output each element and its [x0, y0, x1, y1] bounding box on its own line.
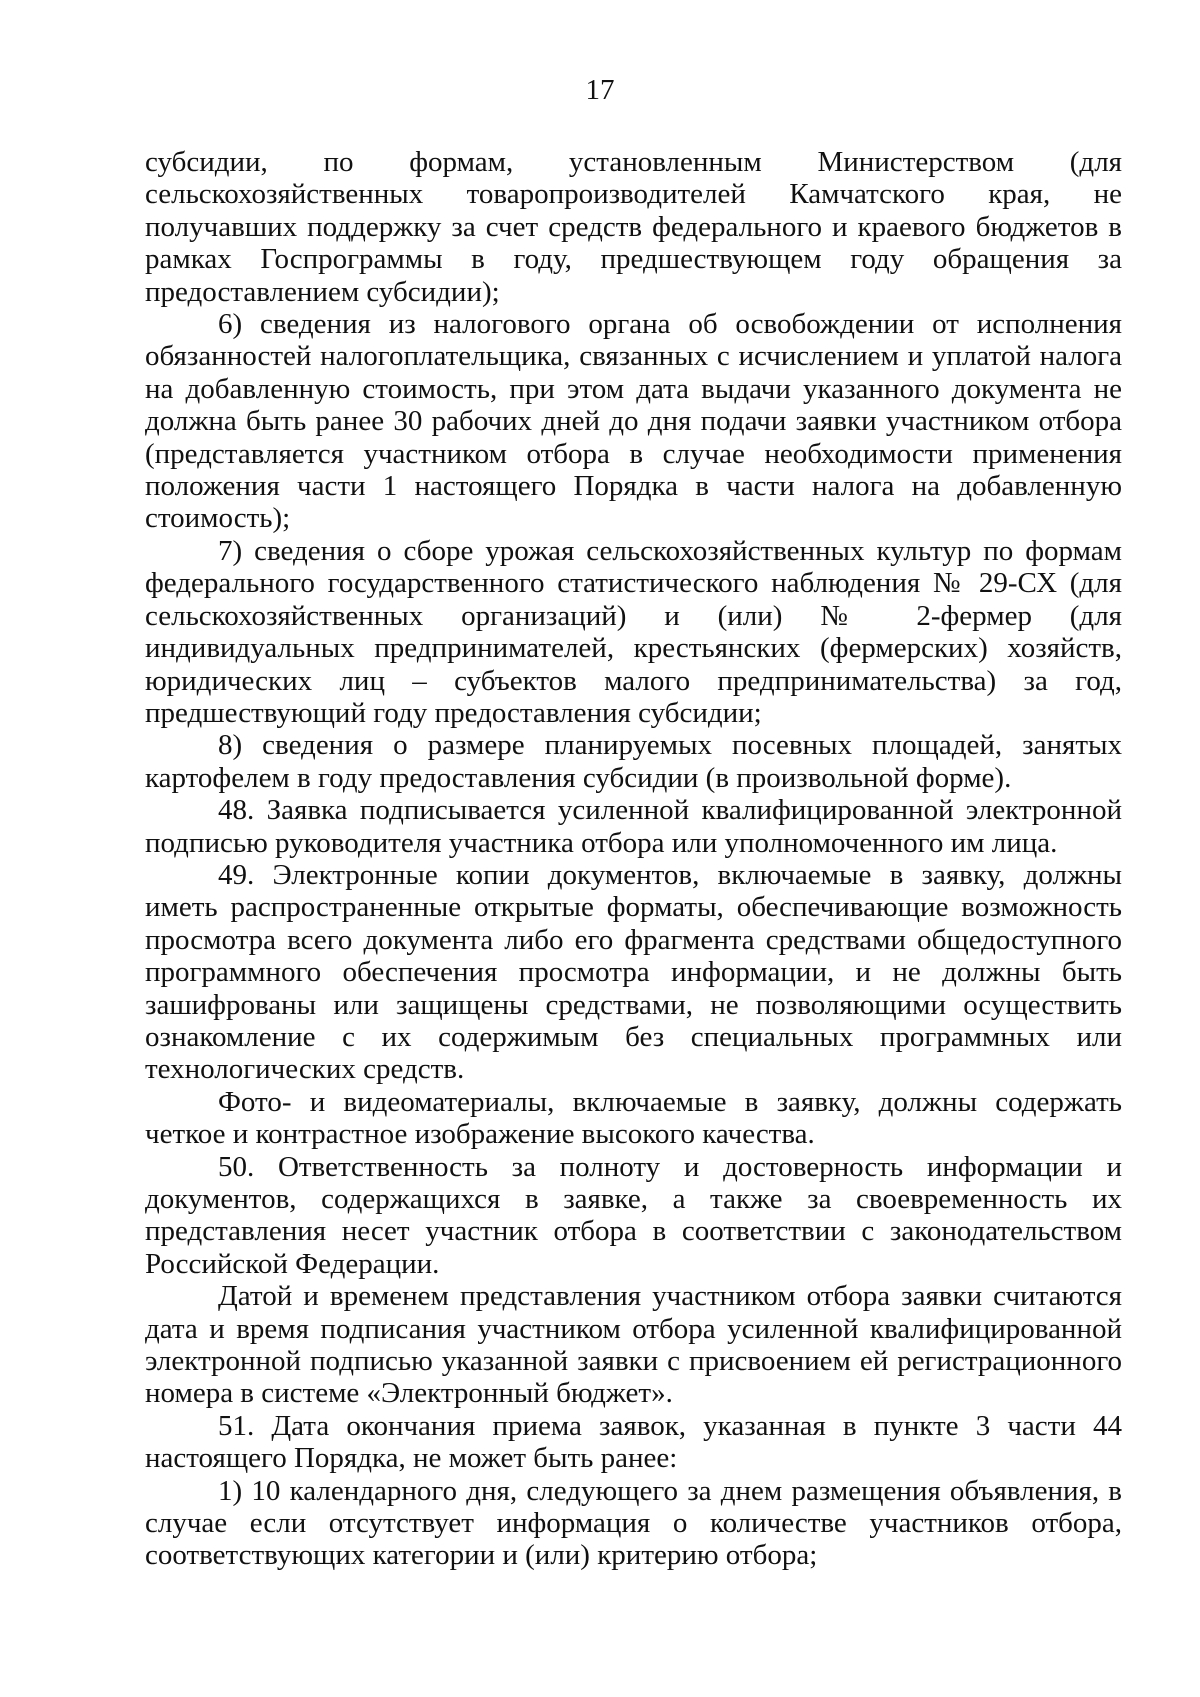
paragraph-continuation: субсидии, по формам, установленным Министерством (для сельскохозяйственных товаропроизводителей Камчатского края, не получавших поддержку за счет средств федерального и краевого бюджетов в рамках Госпрограммы в году, предшествующем году обращения за предоставлением субсидии); [145, 146, 1122, 308]
paragraph-clause-50: 50. Ответственность за полноту и достоверность информации и документов, содержащихся в заявке, а также за своевременность их представления несет участник отбора в соответствии с законодательством Российской Федерации. [145, 1150, 1122, 1280]
paragraph-item-8: 8) сведения о размере планируемых посевных площадей, занятых картофелем в году предоставления субсидии (в произвольной форме). [145, 729, 1122, 794]
paragraph-clause-51: 51. Дата окончания приема заявок, указанная в пункте 3 части 44 настоящего Порядка, не может быть ранее: [145, 1409, 1122, 1475]
paragraph-item-1: 1) 10 календарного дня, следующего за днем размещения объявления, в случае если отсутствует информация о количестве участников отбора, соответствующих категории и (или) критерию отбора; [145, 1474, 1122, 1572]
paragraph-photo-video: Фото- и видеоматериалы, включаемые в заявку, должны содержать четкое и контрастное изображение высокого качества. [145, 1085, 1122, 1151]
document-body [145, 146, 1122, 1572]
paragraph-submission-date: Датой и временем представления участником отбора заявки считаются дата и время подписания участником отбора усиленной квалифицированной электронной подписью указанной заявки с присвоением ей регистрационного номера в системе «Электронный бюджет». [145, 1280, 1122, 1410]
paragraph-clause-49: 49. Электронные копии документов, включаемые в заявку, должны иметь распространенные открытые форматы, обеспечивающие возможность просмотра всего документа либо его фрагмента средствами общедоступного программного обеспечения просмотра информации, и не должны быть зашифрованы или защищены средствами, не позволяющими осуществить ознакомление с их содержимым без специальных программных или технологических средств. [145, 858, 1122, 1086]
page-number: 17 [585, 74, 615, 106]
paragraph-clause-48: 48. Заявка подписывается усиленной квалифицированной электронной подписью руководителя участника отбора или уполномоченного им лица. [145, 794, 1122, 859]
paragraph-item-7: 7) сведения о сборе урожая сельскохозяйственных культур по формам федерального государственного статистического наблюдения № 29-СХ (для сельскохозяйственных организаций) и (или) № 2-фермер (для индивидуальных предпринимателей, крестьянских (фермерских) хозяйств, юридических лиц – субъектов малого предпринимательства) за год, предшествующий году предоставления субсидии; [145, 534, 1122, 729]
paragraph-item-6: 6) сведения из налогового органа об освобождении от исполнения обязанностей налогоплательщика, связанных с исчислением и уплатой налога на добавленную стоимость, при этом дата выдачи указанного документа не должна быть ранее 30 рабочих дней до дня подачи заявки участником отбора (представляется участником отбора в случае необходимости применения положения части 1 настоящего Порядка в части налога на добавленную стоимость); [145, 308, 1122, 535]
